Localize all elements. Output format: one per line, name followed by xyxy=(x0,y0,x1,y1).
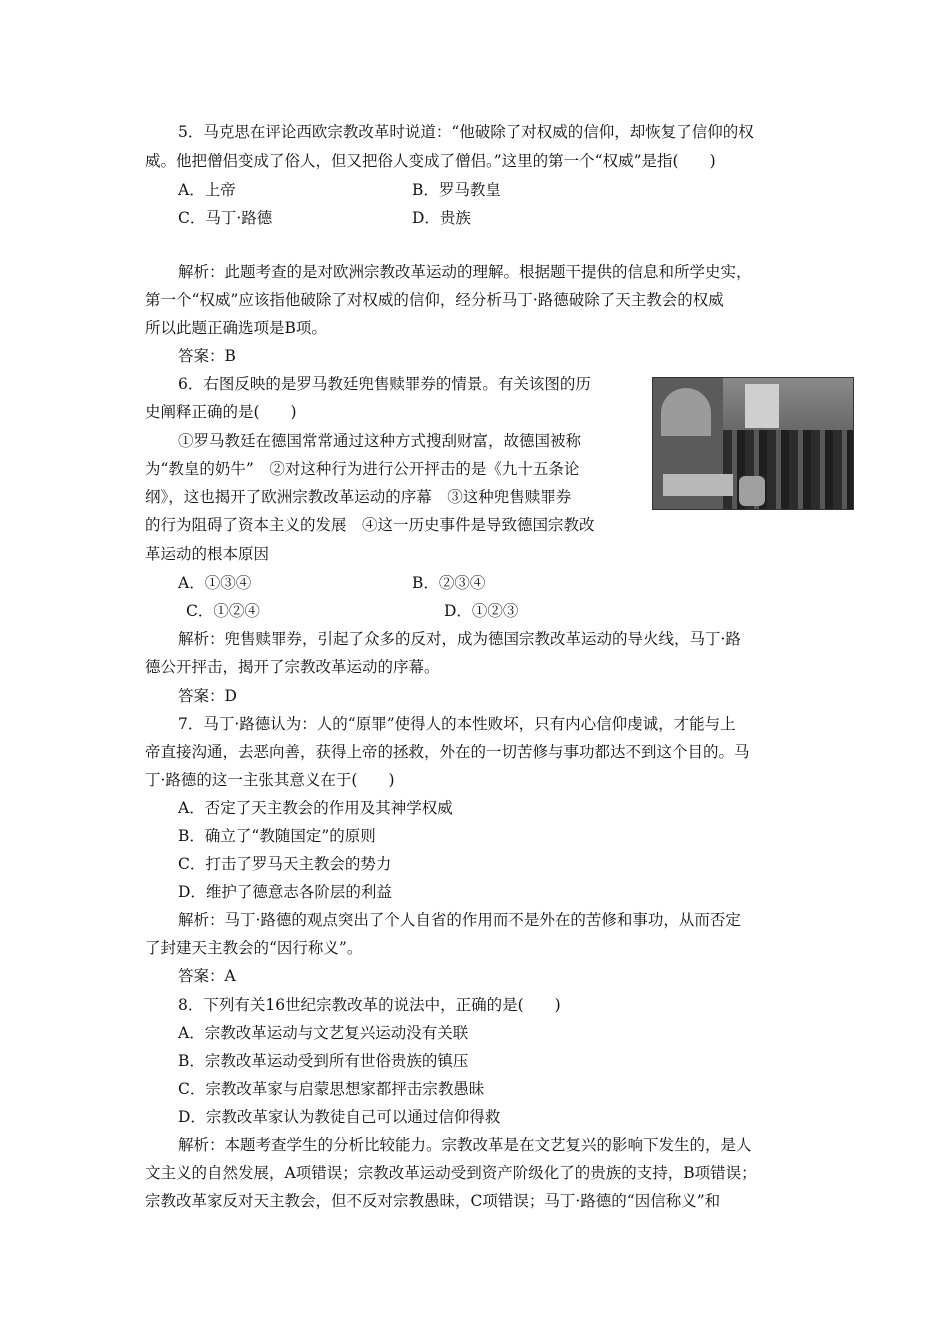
q8-option-c: C．宗教改革家与启蒙思想家都抨击宗教愚昧 xyxy=(178,1080,485,1098)
q6-option-b: B．②③④ xyxy=(412,574,486,592)
q8-analysis-line2: 文主义的自然发展，A项错误；宗教改革运动受到资产阶级化了的贵族的支持，B项错误； xyxy=(145,1164,757,1182)
q7-stem-line2: 帝直接沟通，去恶向善，获得上帝的拯救，外在的一切苦修与事功都达不到这个目的。马 xyxy=(145,743,750,761)
q6-option-a: A．①③④ xyxy=(178,574,252,592)
q8-option-d: D．宗教改革家认为教徒自己可以通过信仰得救 xyxy=(178,1108,501,1126)
q6-stem-line4: 为“教皇的奶牛” ②对这种行为进行公开抨击的是《九十五条论 xyxy=(145,460,580,478)
q5-stem-line1: 5．马克思在评论西欧宗教改革时说道：“他破除了对权威的信仰，却恢复了信仰的权 xyxy=(178,123,754,141)
q7-answer: 答案：A xyxy=(178,967,236,985)
q6-option-d: D．①②③ xyxy=(444,602,519,620)
q6-stem-line2: 史阐释正确的是( ) xyxy=(145,403,297,421)
q6-stem-line6: 的行为阻碍了资本主义的发展 ④这一历史事件是导致德国宗教改 xyxy=(145,516,595,534)
q6-stem-line7: 革运动的根本原因 xyxy=(145,545,270,563)
q5-answer: 答案：B xyxy=(178,347,236,365)
q5-stem-line2: 威。他把僧侣变成了俗人，但又把俗人变成了僧侣。”这里的第一个“权威”是指( ) xyxy=(145,152,716,170)
q8-option-a: A．宗教改革运动与文艺复兴运动没有关联 xyxy=(178,1024,469,1042)
q5-option-a: A．上帝 xyxy=(178,181,236,199)
q5-option-c: C．马丁·路德 xyxy=(178,209,273,227)
q5-option-b: B．罗马教皇 xyxy=(412,181,501,199)
q5-analysis-line2: 第一个“权威”应该指他破除了对权威的信仰，经分析马丁·路德破除了天主教会的权威 xyxy=(145,291,724,309)
q7-option-c: C．打击了罗马天主教会的势力 xyxy=(178,855,392,873)
q8-analysis-line3: 宗教改革家反对天主教会，但不反对宗教愚昧，C项错误；马丁·路德的“因信称义”和 xyxy=(145,1192,721,1210)
q8-analysis-line1: 解析：本题考查学生的分析比较能力。宗教改革是在文艺复兴的影响下发生的，是人 xyxy=(178,1136,752,1154)
q7-option-a: A．否定了天主教会的作用及其神学权威 xyxy=(178,799,453,817)
q6-stem-line3: ①罗马教廷在德国常常通过这种方式搜刮财富，故德国被称 xyxy=(178,432,582,450)
q5-analysis-line3: 所以此题正确选项是B项。 xyxy=(145,319,327,337)
q6-option-c: C．①②④ xyxy=(186,602,260,620)
q7-stem-line1: 7．马丁·路德认为：人的“原罪”使得人的本性败坏，只有内心信仰虔诚，才能与上 xyxy=(178,715,736,733)
q8-option-b: B．宗教改革运动受到所有世俗贵族的镇压 xyxy=(178,1052,469,1070)
q6-analysis-line1: 解析：兜售赎罪券，引起了众多的反对，成为德国宗教改革运动的导火线，马丁·路 xyxy=(178,630,741,648)
indulgence-sale-illustration xyxy=(652,377,854,510)
q5-option-d: D．贵族 xyxy=(412,209,471,227)
q6-analysis-line2: 德公开抨击，揭开了宗教改革运动的序幕。 xyxy=(145,658,440,676)
q7-analysis-line1: 解析：马丁·路德的观点突出了个人自省的作用而不是外在的苦修和事功，从而否定 xyxy=(178,911,741,929)
q6-stem-line5: 纲》，这也揭开了欧洲宗教改革运动的序幕 ③这种兜售赎罪券 xyxy=(145,488,572,506)
q5-analysis-line1: 解析：此题考查的是对欧洲宗教改革运动的理解。根据题干提供的信息和所学史实， xyxy=(178,263,752,281)
q6-answer: 答案：D xyxy=(178,687,237,705)
q7-stem-line3: 丁·路德的这一主张其意义在于( ) xyxy=(145,771,395,789)
q7-option-b: B．确立了“教随国定”的原则 xyxy=(178,827,376,845)
q7-analysis-line2: 了封建天主教会的“因行称义”。 xyxy=(145,939,363,957)
q6-stem-line1: 6．右图反映的是罗马教廷兜售赎罪券的情景。有关该图的历 xyxy=(178,375,591,393)
q7-option-d: D．维护了德意志各阶层的利益 xyxy=(178,883,392,901)
q8-stem-line1: 8．下列有关16世纪宗教改革的说法中，正确的是( ) xyxy=(178,996,561,1014)
